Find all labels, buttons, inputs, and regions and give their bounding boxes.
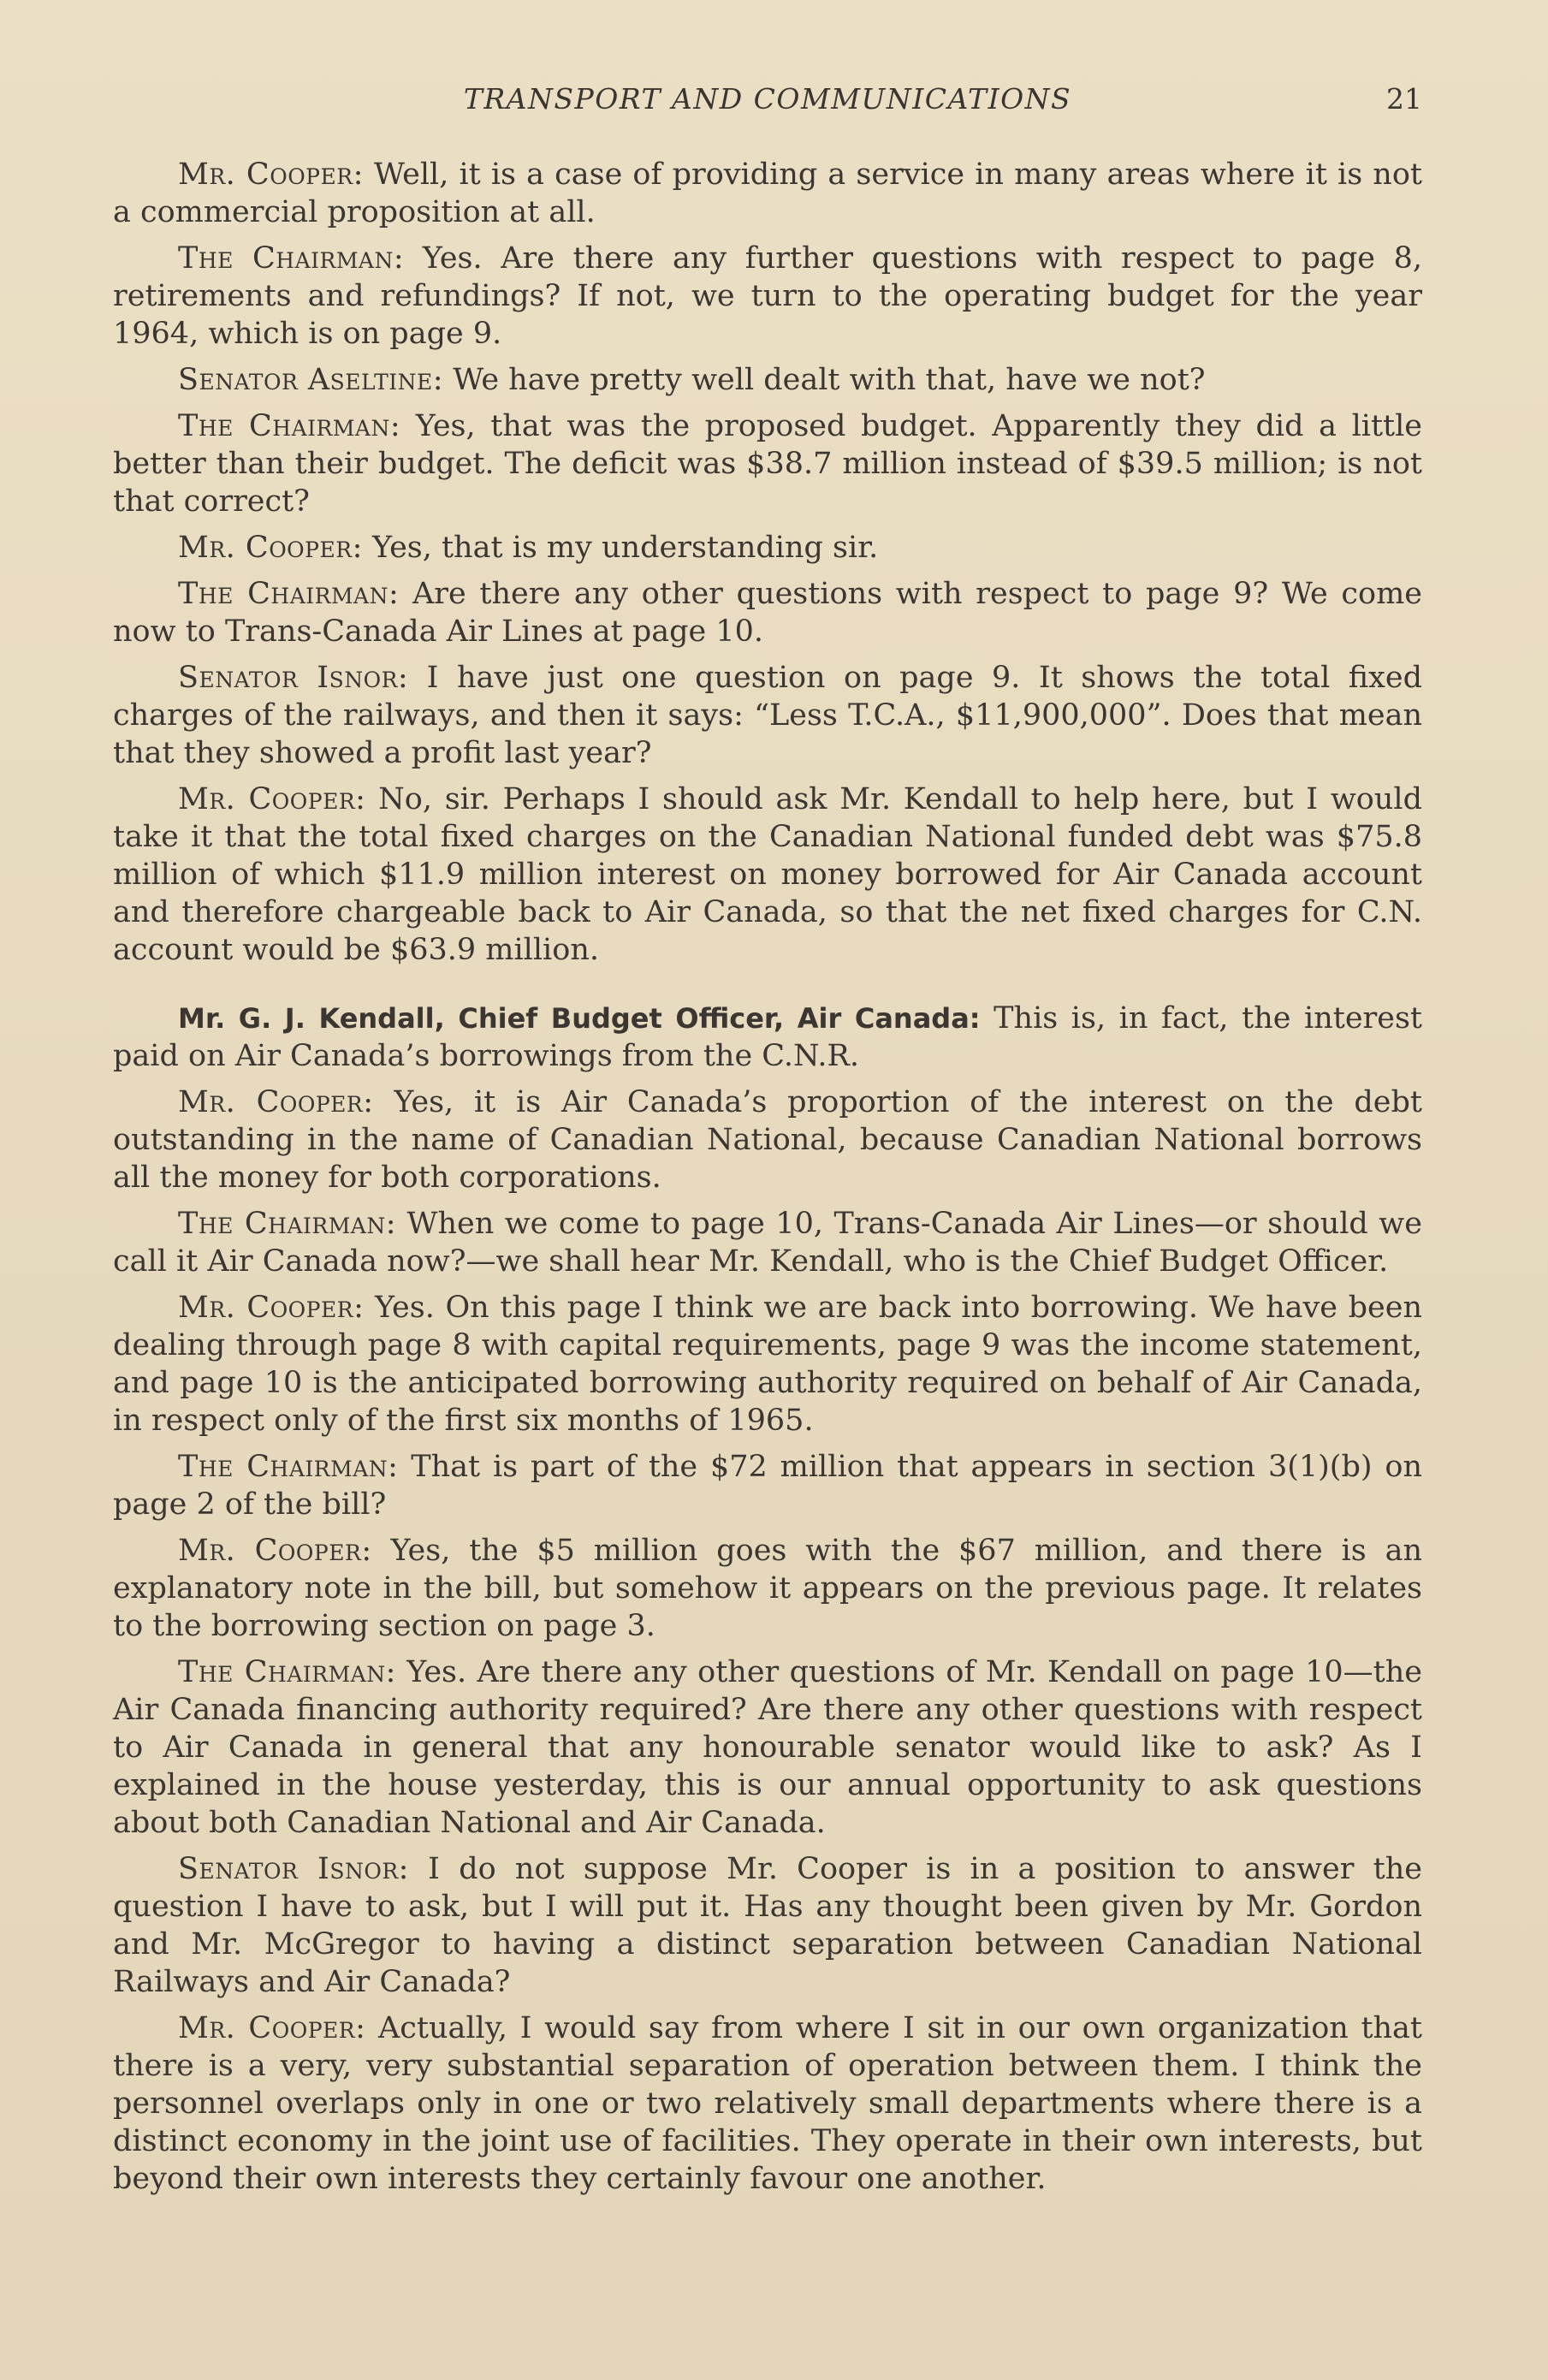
speaker-name: Mr. Cooper: <box>178 782 366 816</box>
transcript-paragraph <box>113 659 1422 772</box>
speech-text: This is, in fact, the interest paid on Air Canada’s borrowings from the C.N.R. <box>113 1001 1423 1073</box>
speaker-name: Mr. Cooper: <box>178 1534 372 1568</box>
transcript-paragraph <box>113 156 1422 231</box>
speech-text: Yes, it is Air Canada’s proportion of the interest on the debt outstanding in the name of Canadian National, because Canadian National borrows all the money for both corporations. <box>113 1085 1422 1195</box>
speech-text: Yes. On this page I think we are back into borrowing. We have been dealing through page 8 with capital requirements, page 9 was the income statement, and page 10 is the anticipated borrowing authority required on behalf of Air Canada, in respect only of the first six months of 1965. <box>113 1291 1422 1438</box>
speaker-name: Mr. G. J. Kendall, Chief Budget Officer, Air Canada: <box>178 1002 981 1035</box>
speech-text: Yes, that was the proposed budget. Apparently they did a little better than their budget. The deficit was $38.7 million instead of $39.5 million; is not that correct? <box>113 409 1422 519</box>
speaker-name: Senator Aseltine: <box>178 363 444 397</box>
speaker-name: The Chairman: <box>178 409 401 443</box>
transcript-paragraph <box>113 529 1422 567</box>
transcript-paragraph <box>113 407 1422 520</box>
transcript-paragraph <box>113 2009 1422 2198</box>
transcript-paragraph <box>113 1289 1422 1439</box>
transcript-paragraph <box>113 780 1422 969</box>
transcript-paragraph <box>113 1448 1422 1523</box>
speaker-name: Mr. Cooper: <box>178 1291 365 1325</box>
speaker-name: The Chairman: <box>178 1450 399 1484</box>
speech-text: Actually, I would say from where I sit in our own organization that there is a very, very substantial separation of operation between them. I think the personnel overlaps only in one or two relatively small departments where there is a distinct economy in the joint use of facilities. They operate in their own interests, but beyond their own interests they certainly favour one another. <box>113 2011 1422 2196</box>
speaker-name: Mr. Cooper: <box>178 531 363 565</box>
speech-text: No, sir. Perhaps I should ask Mr. Kendall to help here, but I would take it that the total fixed charges on the Canadian National funded debt was $75.8 million of which $11.9 million interest on money borrowed for Air Canada account and therefore chargeable back to Air Canada, so that the net fixed charges for C.N. account would be $63.9 million. <box>113 782 1423 967</box>
transcript-paragraph <box>113 1083 1422 1196</box>
speech-text: Yes. Are there any further questions with respect to page 8, retirements and refundings? If not, we turn to the operating budget for the year 1964, which is on page 9. <box>113 241 1422 351</box>
speaker-name: The Chairman: <box>178 241 405 276</box>
speech-text: When we come to page 10, Trans-Canada Air Lines—or should we call it Air Canada now?—we shall hear Mr. Kendall, who is the Chief Budget Officer. <box>113 1207 1422 1279</box>
speech-text: Yes, that is my understanding sir. <box>362 531 879 565</box>
speaker-name: Senator Isnor: <box>178 661 409 695</box>
transcript-body <box>113 156 1422 2206</box>
speech-text: I do not suppose Mr. Cooper is in a position to answer the question I have to ask, but I will put it. Has any thought been given by Mr. Gordon and Mr. McGregor to having a distinct separation between Canadian National Railways and Air Canada? <box>113 1852 1422 1999</box>
speech-text: That is part of the $72 million that appears in section 3(1)(b) on page 2 of the bill? <box>113 1450 1422 1522</box>
transcript-paragraph <box>113 1532 1422 1645</box>
speaker-name: Mr. Cooper: <box>178 1085 374 1119</box>
transcript-paragraph <box>113 240 1422 353</box>
page-header <box>113 82 1422 127</box>
speech-text: We have pretty well dealt with that, have we not? <box>443 363 1206 397</box>
transcript-paragraph <box>113 1000 1422 1075</box>
page-number: 21 <box>1386 82 1422 116</box>
transcript-paragraph <box>113 1850 1422 2001</box>
speech-text: Are there any other questions with respect to page 9? We come now to Trans-Canada Air Lines at page 10. <box>113 577 1422 649</box>
speaker-name: The Chairman: <box>178 1655 396 1689</box>
transcript-paragraph <box>113 1653 1422 1842</box>
speech-text: Yes. Are there any other questions of Mr. Kendall on page 10—the Air Canada financing authority required? Are there any other questions with respect to Air Canada in general that any honourable senator would like to ask? As I explained in the house yesterday, this is our annual opportunity to ask questions about both Canadian National and Air Canada. <box>113 1655 1422 1840</box>
speaker-name: Mr. Cooper: <box>178 157 364 192</box>
speaker-name: The Chairman: <box>178 577 400 611</box>
running-title: TRANSPORT AND COMMUNICATIONS <box>463 82 1072 116</box>
speaker-name: Senator Isnor: <box>178 1852 409 1886</box>
transcript-paragraph <box>113 361 1422 399</box>
speech-text: Well, it is a case of providing a service in many areas where it is not a commercial proposition at all. <box>113 157 1422 229</box>
transcript-paragraph <box>113 1205 1422 1280</box>
speaker-name: Mr. Cooper: <box>178 2011 366 2045</box>
speech-text: Yes, the $5 million goes with the $67 million, and there is an explanatory note in the bill, but somehow it appears on the previous page. It relates to the borrowing section on page 3. <box>113 1534 1422 1643</box>
transcript-paragraph <box>113 575 1422 650</box>
speech-text: I have just one question on page 9. It shows the total fixed charges of the railways, and then it says: “Less T.C.A., $11,900,000”. Does that mean that they showed a profit last year? <box>113 661 1422 770</box>
speaker-name: The Chairman: <box>178 1207 397 1241</box>
